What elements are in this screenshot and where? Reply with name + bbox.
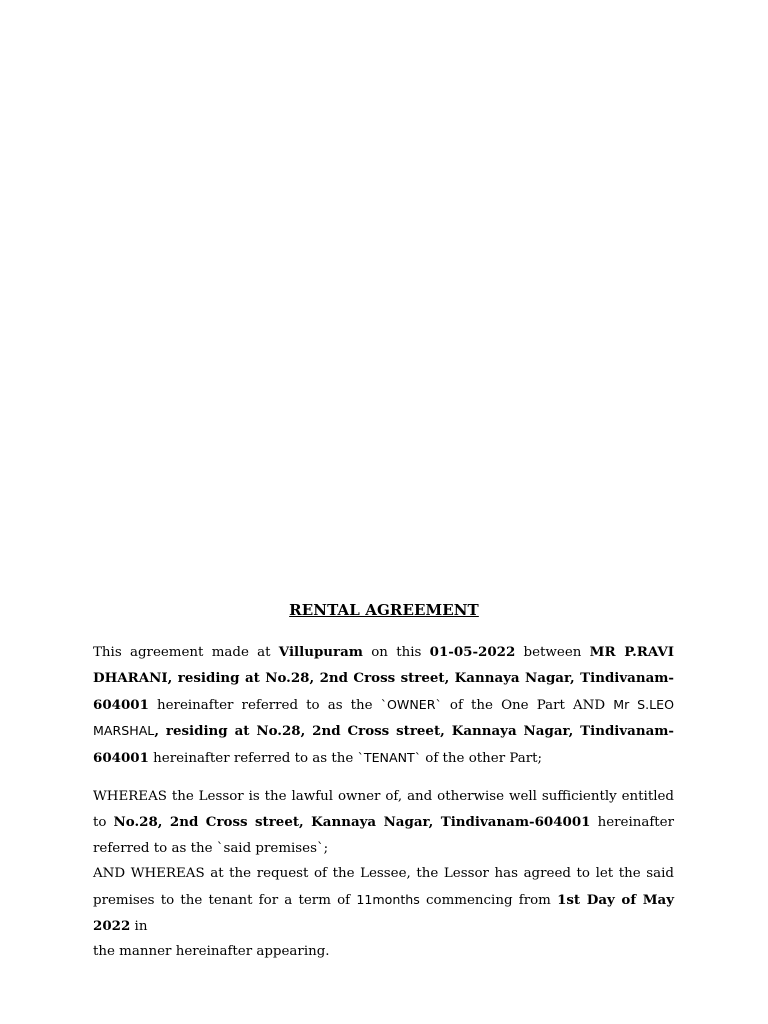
agreement-date: 01-05-2022 bbox=[429, 644, 516, 660]
agreement-paragraph-whereas bbox=[93, 784, 674, 861]
text-segment: on this bbox=[362, 645, 430, 660]
owner-details: MR P.RAVI DHARANI, residing at No.28, 2nd Cross street, Kannaya Nagar, Tindivanam-604001 bbox=[93, 644, 674, 713]
text-segment: hereinafter referred to as the bbox=[148, 697, 381, 713]
tenant-name: Mr S.LEO MARSHAL bbox=[93, 696, 675, 739]
lease-term: 11months bbox=[356, 891, 420, 907]
premises-address: No.28, 2nd Cross street, Kannaya Nagar, Tindivanam-604001 bbox=[113, 813, 591, 830]
text-segment: AND WHEREAS at the request of the Lessee, the Lessor has agreed to let the said premises to the tenant for a term of bbox=[93, 866, 674, 908]
tenant-address: , residing at No.28, 2nd Cross street, Kannaya Nagar, Tindivanam-604001 bbox=[93, 723, 674, 767]
text-segment: the manner hereinafter appearing. bbox=[93, 944, 330, 960]
text-segment: hereinafter referred to as the `said premises`; bbox=[93, 814, 675, 856]
text-segment: WHEREAS the Lessor is the lawful owner of, and otherwise well sufficiently entitled to bbox=[93, 789, 674, 830]
text-segment: hereinafter referred to as the bbox=[148, 751, 358, 767]
agreement-paragraph-parties bbox=[93, 640, 674, 772]
text-segment: commencing from bbox=[419, 892, 558, 908]
lease-start-date: 1st Day of May 2022 bbox=[93, 891, 674, 934]
owner-term: `OWNER` bbox=[380, 696, 442, 712]
text-segment: of the One Part AND bbox=[441, 697, 614, 713]
document-title: RENTAL AGREEMENT bbox=[289, 601, 479, 619]
text-segment: between bbox=[515, 645, 590, 660]
tenant-term: `TENANT` bbox=[357, 750, 422, 766]
agreement-paragraph-term bbox=[93, 861, 674, 965]
place-of-agreement: Villupuram bbox=[278, 644, 363, 660]
text-segment: of the other Part; bbox=[421, 751, 543, 767]
text-segment: This agreement made at bbox=[93, 645, 279, 660]
text-segment: in bbox=[130, 918, 148, 934]
